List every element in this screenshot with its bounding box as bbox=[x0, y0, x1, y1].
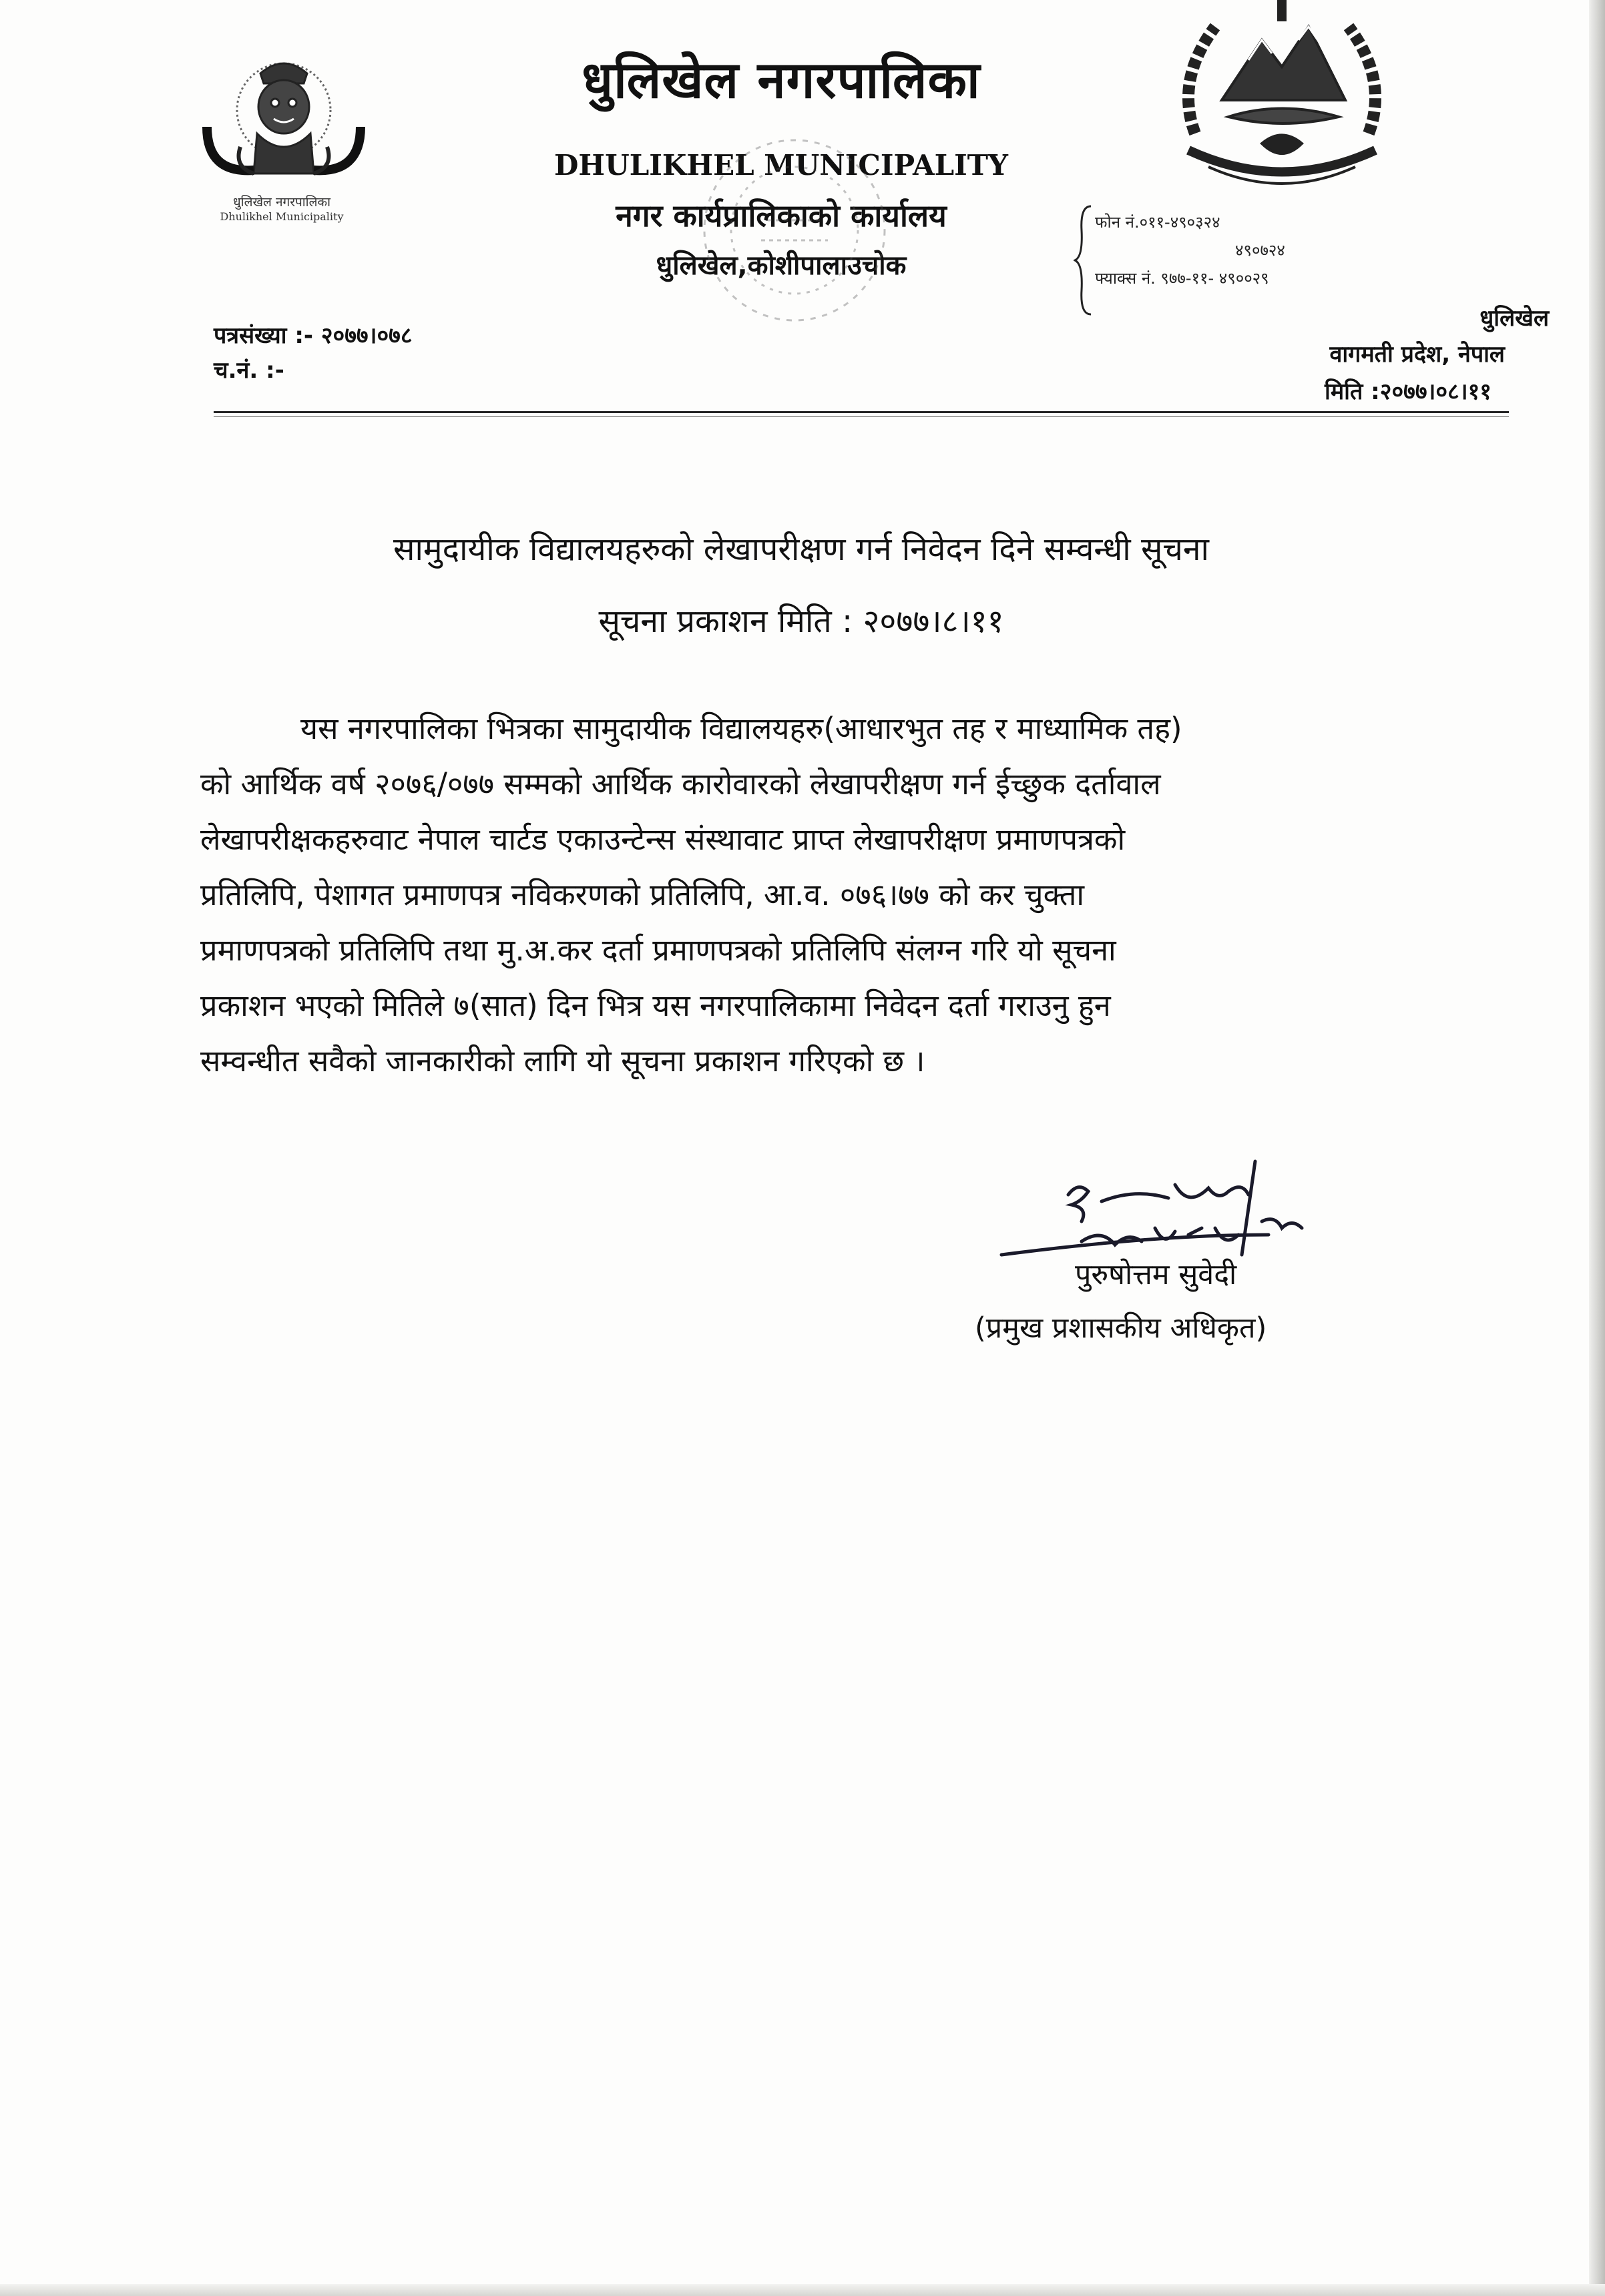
emblem-caption-en: Dhulikhel Municipality bbox=[220, 210, 344, 223]
municipality-title-en: DHULIKHEL MUNICIPALITY bbox=[553, 149, 1009, 182]
body-line: प्रमाणपत्रको प्रतिलिपि तथा मु.अ.कर दर्ता प्रमाणपत्रको प्रतिलिपि संलग्न गरि यो सूचना bbox=[200, 932, 1116, 968]
contact-info bbox=[1095, 208, 1375, 292]
body-line: यस नगरपालिका भित्रका सामुदायीक विद्यालयहरु(आधारभुत तह र माध्यामिक तह) bbox=[300, 711, 1182, 746]
signatory-name: पुरुषोत्तम सुवेदी bbox=[1075, 1258, 1237, 1292]
body-line: प्रतिलिपि, पेशागत प्रमाणपत्र नविकरणको प्रतिलिपि, आ.व. ०७६।७७ को कर चुक्ता bbox=[200, 877, 1085, 912]
scan-page-edge bbox=[1589, 0, 1605, 2296]
letter-number: पत्रसंख्या :- २०७७।०७८ bbox=[214, 322, 413, 349]
body-line: लेखापरीक्षकहरुवाट नेपाल चार्टड एकाउन्टेन्स संस्थावाट प्राप्त लेखापरीक्षण प्रमाणपत्रको bbox=[200, 822, 1126, 857]
emblem-caption bbox=[182, 195, 382, 224]
address-town: धुलिखेल bbox=[1479, 305, 1549, 332]
phone-line-2: ४९०७२४ bbox=[1235, 241, 1285, 260]
letter-date: मिति :२०७७।०८।११ bbox=[1325, 378, 1492, 405]
body-line: सम्वन्धीत सवैको जानकारीको लागि यो सूचना प्रकाशन गरिएको छ । bbox=[200, 1043, 925, 1079]
notice-publish-date: सूचना प्रकाशन मिति : २०७७।८।११ bbox=[598, 603, 1004, 640]
fax-line: फ्याक्स नं. ९७७-११- ४९००२९ bbox=[1095, 269, 1269, 288]
signatory-designation: (प्रमुख प्रशासकीय अधिकृत) bbox=[975, 1312, 1267, 1345]
municipality-title-np: धुलिखेल नगरपालिका bbox=[582, 50, 981, 109]
address-province: वागमती प्रदेश, नेपाल bbox=[1329, 341, 1505, 368]
body-line: प्रकाशन भएको मितिले ७(सात) दिन भित्र यस नगरपालिकामा निवेदन दर्ता गराउनु हुन bbox=[200, 988, 1111, 1023]
emblem-caption-np: धुलिखेल नगरपालिका bbox=[233, 195, 330, 210]
phone-line-1: फोन नं.०११-४९०३२४ bbox=[1095, 213, 1220, 232]
office-name: नगर कार्यप्रालिकाको कार्यालय bbox=[616, 198, 947, 234]
municipality-emblem-icon bbox=[180, 47, 387, 220]
dispatch-number: च.नं. :- bbox=[214, 357, 284, 384]
notice-title: सामुदायीक विद्यालयहरुको लेखापरीक्षण गर्न निवेदन दिने सम्वन्धी सूचना bbox=[393, 531, 1209, 568]
office-address: धुलिखेल,कोशीपालाउचोक bbox=[656, 250, 907, 281]
nepal-emblem-icon bbox=[1148, 0, 1415, 200]
notice-body bbox=[200, 701, 1496, 1089]
scan-bottom-edge bbox=[0, 2284, 1605, 2296]
office-stamp-icon bbox=[694, 120, 901, 340]
header-divider-thin bbox=[214, 416, 1509, 417]
brace-icon bbox=[1074, 204, 1094, 317]
header-divider bbox=[214, 411, 1509, 413]
body-line: को आर्थिक वर्ष २०७६/०७७ सम्मको आर्थिक कारोवारको लेखापरीक्षण गर्न ईच्छुक दर्तावाल bbox=[200, 766, 1161, 802]
